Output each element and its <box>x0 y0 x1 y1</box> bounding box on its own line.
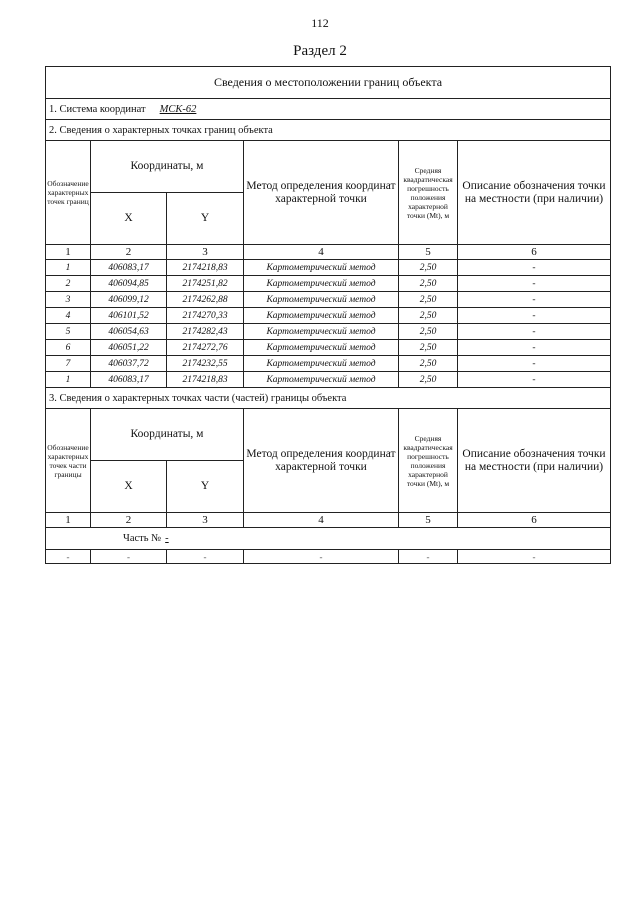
s3-header-method: Метод определения координат характерной точки <box>244 409 399 513</box>
col-number: 6 <box>458 513 611 528</box>
point-id: 3 <box>46 292 91 308</box>
coord-system-value: МСК-62 <box>159 103 197 115</box>
col-number: 3 <box>167 513 244 528</box>
coord-x: 406083,17 <box>91 260 167 276</box>
description: - <box>458 340 611 356</box>
coord-y: 2174282,43 <box>167 324 244 340</box>
accuracy: 2,50 <box>399 356 458 372</box>
coord-x: 406037,72 <box>91 356 167 372</box>
col-number: 1 <box>46 513 91 528</box>
method: Картометрический метод <box>244 340 399 356</box>
coord-y: 2174251,82 <box>167 276 244 292</box>
section3-title: 3. Сведения о характерных точках части (частей) границы объекта <box>46 388 611 409</box>
accuracy: 2,50 <box>399 308 458 324</box>
table-title: Сведения о местоположении границ объекта <box>46 67 611 99</box>
method: Картометрический метод <box>244 356 399 372</box>
method: Картометрический метод <box>244 260 399 276</box>
coord-y: 2174262,88 <box>167 292 244 308</box>
method: Картометрический метод <box>244 324 399 340</box>
description: - <box>458 260 611 276</box>
point-id: 1 <box>46 260 91 276</box>
description: - <box>458 292 611 308</box>
coord-y: 2174270,33 <box>167 308 244 324</box>
empty-cell: - <box>46 550 91 564</box>
point-id: 4 <box>46 308 91 324</box>
description: - <box>458 356 611 372</box>
table-row <box>46 340 611 356</box>
description: - <box>458 276 611 292</box>
empty-cell: - <box>399 550 458 564</box>
point-id: 5 <box>46 324 91 340</box>
s3-header-y: Y <box>167 461 244 513</box>
page-number: 112 <box>311 16 329 30</box>
empty-cell: - <box>91 550 167 564</box>
empty-cell: - <box>244 550 399 564</box>
section-title: Раздел 2 <box>293 43 347 59</box>
s2-header-y: Y <box>167 193 244 245</box>
s2-header-x: X <box>91 193 167 245</box>
point-id: 6 <box>46 340 91 356</box>
s2-col-numbers <box>46 245 611 260</box>
accuracy: 2,50 <box>399 340 458 356</box>
coord-y: 2174232,55 <box>167 356 244 372</box>
table-row <box>46 356 611 372</box>
table-row <box>46 260 611 276</box>
col-number: 1 <box>46 245 91 260</box>
s2-header-accuracy: Средняя квадратическая погрешность положения характерной точки (Mt), м <box>399 141 458 245</box>
accuracy: 2,50 <box>399 292 458 308</box>
s3-header-x: X <box>91 461 167 513</box>
s3-header-coords: Координаты, м <box>91 409 244 461</box>
section2-title: 2. Сведения о характерных точках границ объекта <box>46 120 611 141</box>
s3-header-accuracy: Средняя квадратическая погрешность положения характерной точки (Mt), м <box>399 409 458 513</box>
empty-cell: - <box>167 550 244 564</box>
description: - <box>458 372 611 388</box>
point-id: 1 <box>46 372 91 388</box>
coord-x: 406094,85 <box>91 276 167 292</box>
table-row <box>46 550 611 564</box>
boundary-table <box>45 66 611 564</box>
table-row <box>46 276 611 292</box>
s2-header-method: Метод определения координат характерной точки <box>244 141 399 245</box>
col-number: 6 <box>458 245 611 260</box>
method: Картометрический метод <box>244 372 399 388</box>
s3-header-description: Описание обозначения точки на местности (при наличии) <box>458 409 611 513</box>
col-number: 4 <box>244 245 399 260</box>
table-row <box>46 308 611 324</box>
coord-x: 406054,63 <box>91 324 167 340</box>
coord-system-row <box>46 99 611 120</box>
description: - <box>458 308 611 324</box>
coord-y: 2174272,76 <box>167 340 244 356</box>
method: Картометрический метод <box>244 276 399 292</box>
accuracy: 2,50 <box>399 260 458 276</box>
col-number: 4 <box>244 513 399 528</box>
s2-header-description: Описание обозначения точки на местности (при наличии) <box>458 141 611 245</box>
coord-y: 2174218,83 <box>167 372 244 388</box>
method: Картометрический метод <box>244 308 399 324</box>
accuracy: 2,50 <box>399 276 458 292</box>
empty-cell: - <box>458 550 611 564</box>
col-number: 2 <box>91 513 167 528</box>
coord-y: 2174218,83 <box>167 260 244 276</box>
accuracy: 2,50 <box>399 372 458 388</box>
coord-system-label: 1. Система координат <box>49 103 146 115</box>
coord-x: 406099,12 <box>91 292 167 308</box>
s3-header-point: Обозначение характерных точек части границы <box>46 409 91 513</box>
description: - <box>458 324 611 340</box>
table-row <box>46 292 611 308</box>
col-number: 5 <box>399 245 458 260</box>
method: Картометрический метод <box>244 292 399 308</box>
col-number: 2 <box>91 245 167 260</box>
accuracy: 2,50 <box>399 324 458 340</box>
s3-col-numbers <box>46 513 611 528</box>
s2-header-point: Обозначение характерных точек границ <box>46 141 91 245</box>
point-id: 7 <box>46 356 91 372</box>
part-value: - <box>165 533 169 544</box>
part-label: Часть № <box>123 533 162 544</box>
col-number: 3 <box>167 245 244 260</box>
table-row <box>46 372 611 388</box>
coord-x: 406051,22 <box>91 340 167 356</box>
point-id: 2 <box>46 276 91 292</box>
col-number: 5 <box>399 513 458 528</box>
coord-x: 406101,52 <box>91 308 167 324</box>
table-row <box>46 324 611 340</box>
part-row <box>46 528 611 550</box>
coord-x: 406083,17 <box>91 372 167 388</box>
s2-header-coords: Координаты, м <box>91 141 244 193</box>
